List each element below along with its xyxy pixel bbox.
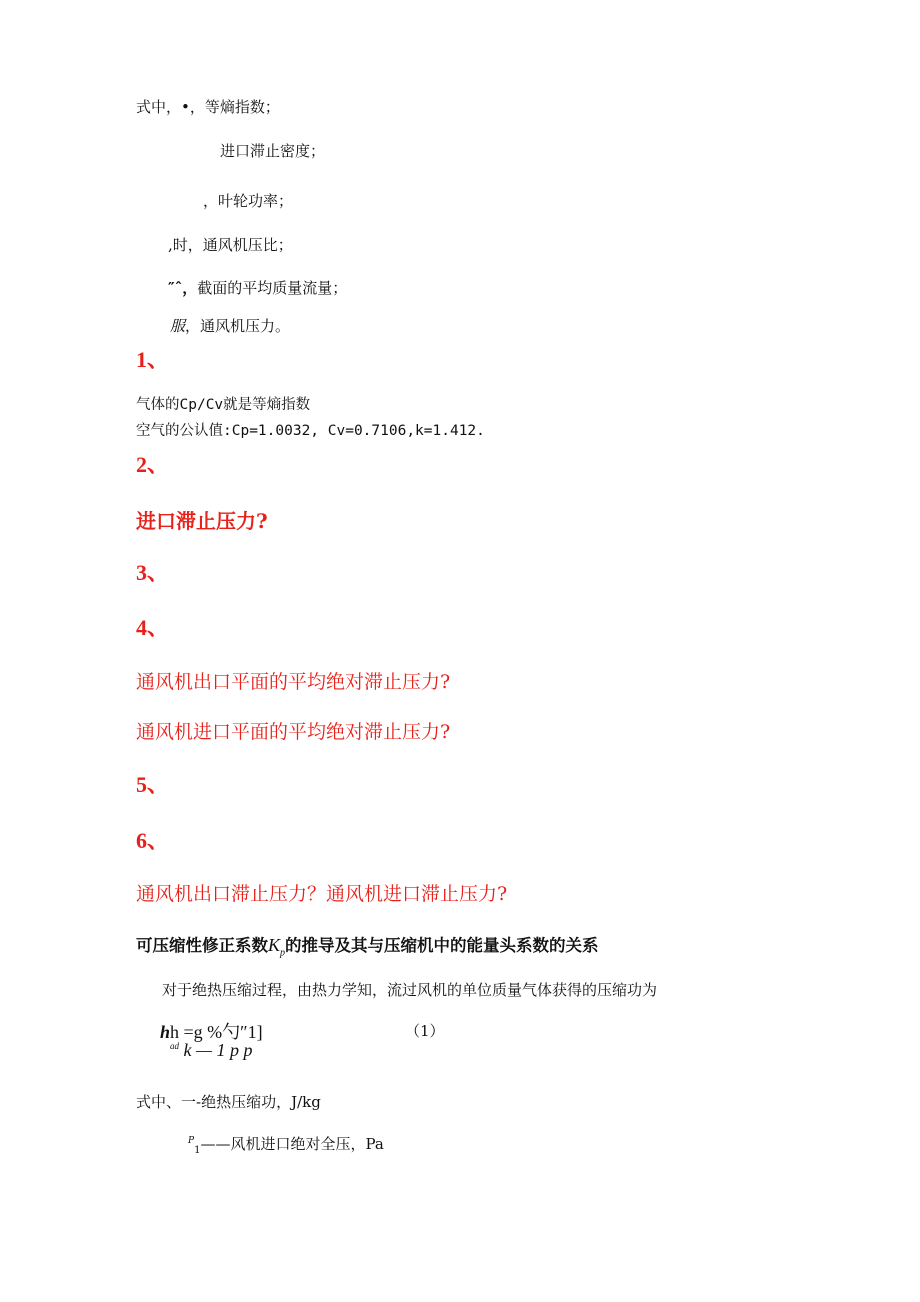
text-span: ，通风机压力。 [185,317,291,335]
formula-text: k — 1 p p [183,1040,253,1060]
section-number: 5、 [136,772,170,797]
k-symbol: K [268,935,281,955]
definition-text: ——风机进口绝对全压，Pa [200,1135,384,1153]
p-subscript: 1 [194,1145,201,1156]
red-text-line: 通风机进口平面的平均绝对滞止压力? [136,721,451,743]
definition-line: 式中、一-绝热压缩功，J/kg [136,1093,321,1111]
h-symbol: h [160,1022,171,1042]
p-symbol: P [188,1136,195,1146]
formula-text: h =g %勺″1] [170,1022,263,1042]
red-text-line: 通风机出口平面的平均绝对滞止压力? [136,671,451,693]
formula-bottom-line [170,1040,253,1061]
text-span: 截面的平均质量流量； [197,279,348,297]
formula-superscript: ad [170,1041,179,1051]
heading-text: 的推导及其与压缩机中的能量头系数的关系 [285,936,599,955]
text-line: ，叶轮功率； [203,192,294,210]
symbol-text: 服 [170,317,186,335]
definition-line [188,1133,384,1156]
text-line [170,315,290,336]
red-heading: 进口滞止压力? [136,509,268,533]
text-line: 式中，•，等熵指数； [136,98,280,116]
text-line: 气体的Cp/Cv就是等熵指数 [136,397,311,413]
paragraph: 对于绝热压缩过程，由热力学知，流过风机的单位质量气体获得的压缩功为 [162,981,658,999]
heading-text: 可压缩性修正系数 [136,936,268,955]
text-line [168,277,347,298]
text-line: 空气的公认值:Cp=1.0032, Cv=0.7106,k=1.412. [136,423,485,439]
text-line: 进口滞止密度； [220,142,326,160]
section-number: 6、 [136,828,170,853]
section-heading [136,932,599,958]
red-text-line: 通风机出口滞止压力？通风机进口滞止压力? [136,883,508,905]
section-number: 2、 [136,452,170,477]
section-number: 1、 [136,347,170,372]
text-line: ,时，通风机压比； [168,236,293,254]
section-number: 3、 [136,560,170,585]
symbol-text: ″ˆ， [168,279,198,297]
equation-number: （1） [405,1022,445,1040]
k-subscript: p [280,947,286,959]
section-number: 4、 [136,615,170,640]
